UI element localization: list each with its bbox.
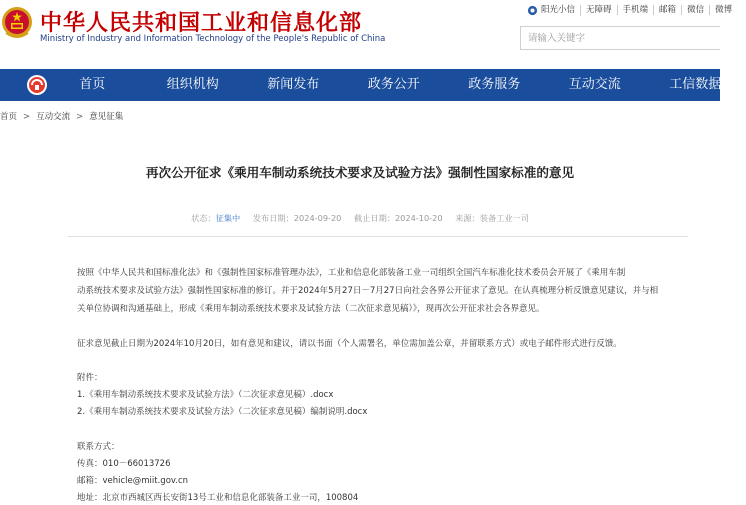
article-meta [0, 213, 720, 224]
site-title-en: Ministry of Industry and Information Technology of the People's Republic of China [40, 34, 386, 44]
topbar-link-mobile[interactable]: 手机端 [618, 5, 655, 15]
contact-email: 邮箱：vehicle@miit.gov.cn [77, 476, 189, 486]
divider [68, 236, 688, 237]
contact-address: 地址：北京市西城区西长安街13号工业和信息化部装备工业一司，100804 [77, 493, 359, 503]
body-paragraph-2: 征求意见截止日期为2024年10月20日，如有意见和建议，请以书面（个人需署名，单位需加盖公章，并留联系方式）或电子邮件形式进行反馈。 [77, 339, 622, 349]
main-nav [0, 69, 720, 101]
nav-item-services[interactable]: 政务服务 [468, 77, 521, 92]
breadcrumb-opinion-collection[interactable]: 意见征集 [89, 112, 124, 122]
body-paragraph-1-line-2: 动系统技术要求及试验方法》强制性国家标准的修订。并于2024年5月27日－7月27日向社会各界公开征求了意见。在认真梳理分析反馈意见建议，并与相 [77, 286, 659, 296]
body-paragraph-1-line-3: 关单位协调和沟通基础上，形成《乘用车制动系统技术要求及试验方法（二次征求意见稿）》，现再次公开征求社会各界意见。 [77, 304, 545, 314]
topbar-link-accessibility[interactable]: 无障碍 [581, 5, 618, 15]
sunshine-icon [527, 5, 538, 16]
site-header [0, 0, 733, 66]
attachments-label: 附件： [77, 373, 103, 383]
body-paragraph-1-line-1: 按照《中华人民共和国标准化法》和《强制性国家标准管理办法》，工业和信息化部装备工业一司组织全国汽车标准化技术委员会开展了《乘用车制 [77, 268, 626, 278]
nav-item-data[interactable]: 工信数据 [669, 77, 722, 92]
source-value: 装备工业一司 [479, 213, 529, 223]
national-emblem-icon [1, 5, 33, 41]
publish-date: 2024-09-20 [293, 213, 342, 223]
contact-label: 联系方式： [77, 442, 120, 452]
deadline-date: 2024-10-20 [394, 213, 443, 223]
nav-item-home[interactable]: 首页 [79, 77, 106, 92]
nav-item-government-affairs[interactable]: 政务公开 [367, 77, 420, 92]
nav-item-interaction[interactable]: 互动交流 [568, 77, 621, 92]
topbar-link-sunshine[interactable] [522, 5, 581, 16]
attachment-link-explanation[interactable]: 2.《乘用车制动系统技术要求及试验方法》（二次征求意见稿）编制说明.docx [77, 407, 368, 417]
topbar-link-wechat[interactable]: 微信 [682, 5, 710, 15]
breadcrumb-separator: > [23, 112, 31, 122]
breadcrumb [0, 110, 123, 122]
contact-fax: 传真：010－66013726 [77, 459, 171, 469]
site-title-cn[interactable]: 中华人民共和国工业和信息化部 [40, 11, 363, 36]
page-title: 再次公开征求《乘用车制动系统技术要求及试验方法》强制性国家标准的意见 [145, 165, 575, 180]
status-badge: 征集中 [215, 213, 241, 223]
attachment-link-draft[interactable]: 1.《乘用车制动系统技术要求及试验方法》（二次征求意见稿）.docx [77, 390, 334, 400]
breadcrumb-interaction[interactable]: 互动交流 [36, 112, 71, 122]
breadcrumb-separator: > [76, 112, 84, 122]
status-label: 状态： [191, 213, 216, 223]
deadline-label: 截止日期： [354, 213, 395, 223]
topbar-link-mail[interactable]: 邮箱 [654, 5, 682, 15]
source-label: 来源： [455, 213, 480, 223]
nav-item-organization[interactable]: 组织机构 [166, 77, 219, 92]
publish-date-label: 发布日期： [252, 213, 294, 223]
topbar-link-weibo[interactable]: 微博 [715, 5, 733, 15]
nav-item-news[interactable]: 新闻发布 [267, 77, 320, 92]
breadcrumb-home[interactable]: 首页 [0, 112, 18, 122]
top-utility-bar [522, 2, 737, 18]
search-input[interactable] [520, 26, 720, 50]
topbar-label: 阳光小信 [541, 5, 576, 15]
